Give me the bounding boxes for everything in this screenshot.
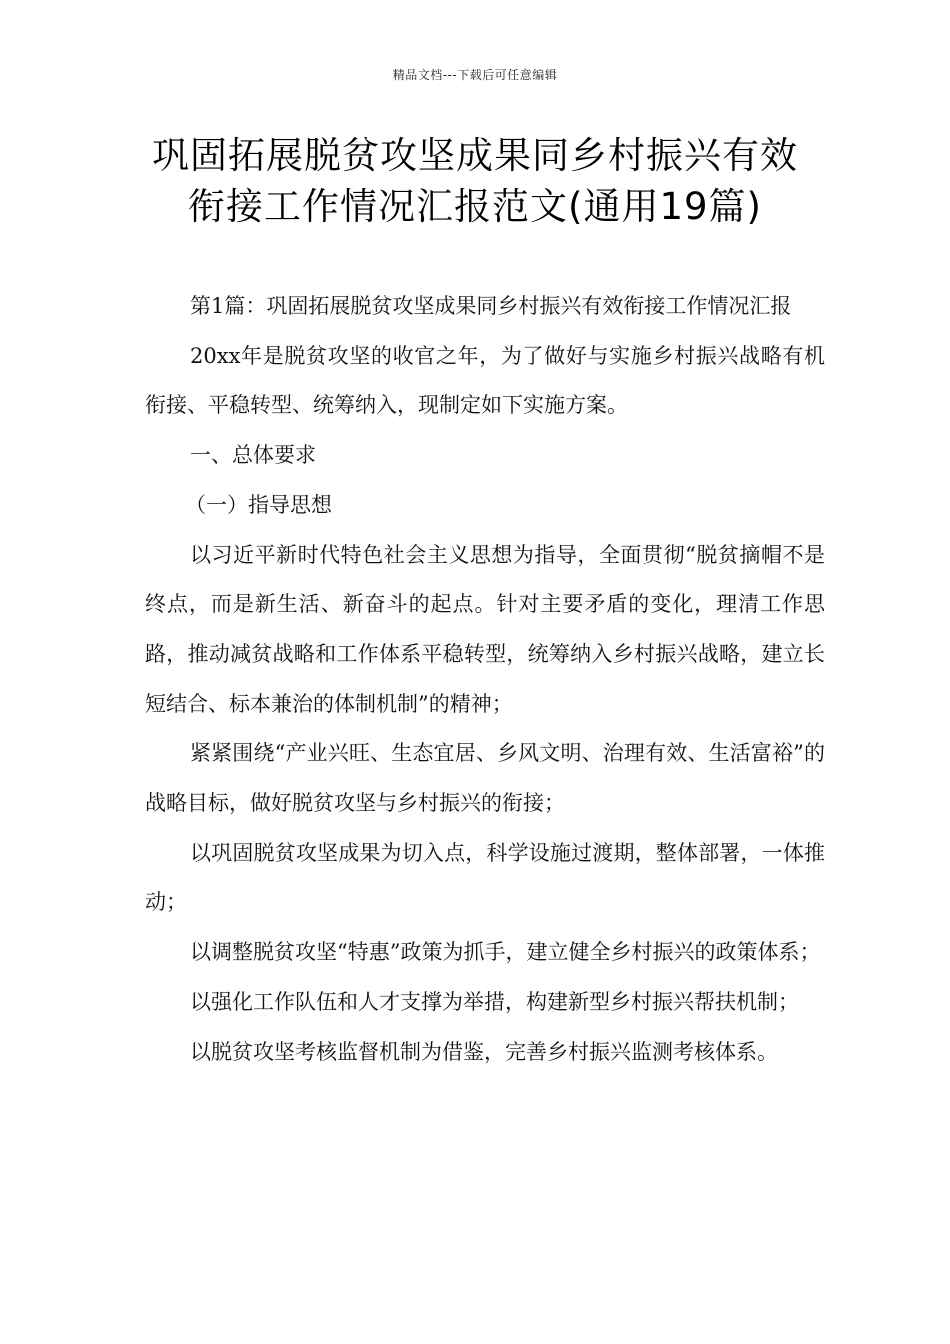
- paragraph-strategic-goal: 紧紧围绕“产业兴旺、生态宜居、乡风文明、治理有效、生活富裕”的战略目标，做好脱贫攻坚与乡村振兴的衔接；: [145, 741, 825, 816]
- paragraph-chapter-heading: 第1篇：巩固拓展脱贫攻坚成果同乡村振兴有效衔接工作情况汇报: [190, 294, 792, 318]
- document-body: [145, 282, 825, 1077]
- paragraph-support-mechanism: 以强化工作队伍和人才支撑为举措，构建新型乡村振兴帮扶机制；: [190, 989, 799, 1014]
- title-line-1: 巩固拓展脱贫攻坚成果同乡村振兴有效: [152, 134, 798, 177]
- title-line-2: 衔接工作情况汇报范文(通用19篇): [188, 185, 762, 228]
- paragraph-entry-point: 以巩固脱贫攻坚成果为切入点，科学设施过渡期，整体部署，一体推动；: [145, 840, 825, 915]
- paragraph-intro: 20xx年是脱贫攻坚的收官之年，为了做好与实施乡村振兴战略有机衔接、平稳转型、统筹纳入，现制定如下实施方案。: [145, 343, 825, 418]
- paragraph-assessment-system: 以脱贫攻坚考核监督机制为借鉴，完善乡村振兴监测考核体系。: [190, 1039, 778, 1064]
- subsection-heading: （一）指导思想: [185, 492, 332, 517]
- paragraph-guiding-thought: 以习近平新时代特色社会主义思想为指导，全面贯彻“脱贫摘帽不是终点，而是新生活、新奋斗的起点。针对主要矛盾的变化，理清工作思路，推动减贫战略和工作体系平稳转型，统筹纳入乡村振兴战略，建立长短结合、标本兼治的体制机制”的精神；: [145, 542, 825, 716]
- paragraph-policy-system: 以调整脱贫攻坚“特惠”政策为抓手，建立健全乡村振兴的政策体系；: [190, 940, 821, 965]
- header-note: 精品文档---下载后可任意编辑: [392, 68, 558, 82]
- section-heading: 一、总体要求: [190, 443, 316, 468]
- document-title: [100, 130, 850, 232]
